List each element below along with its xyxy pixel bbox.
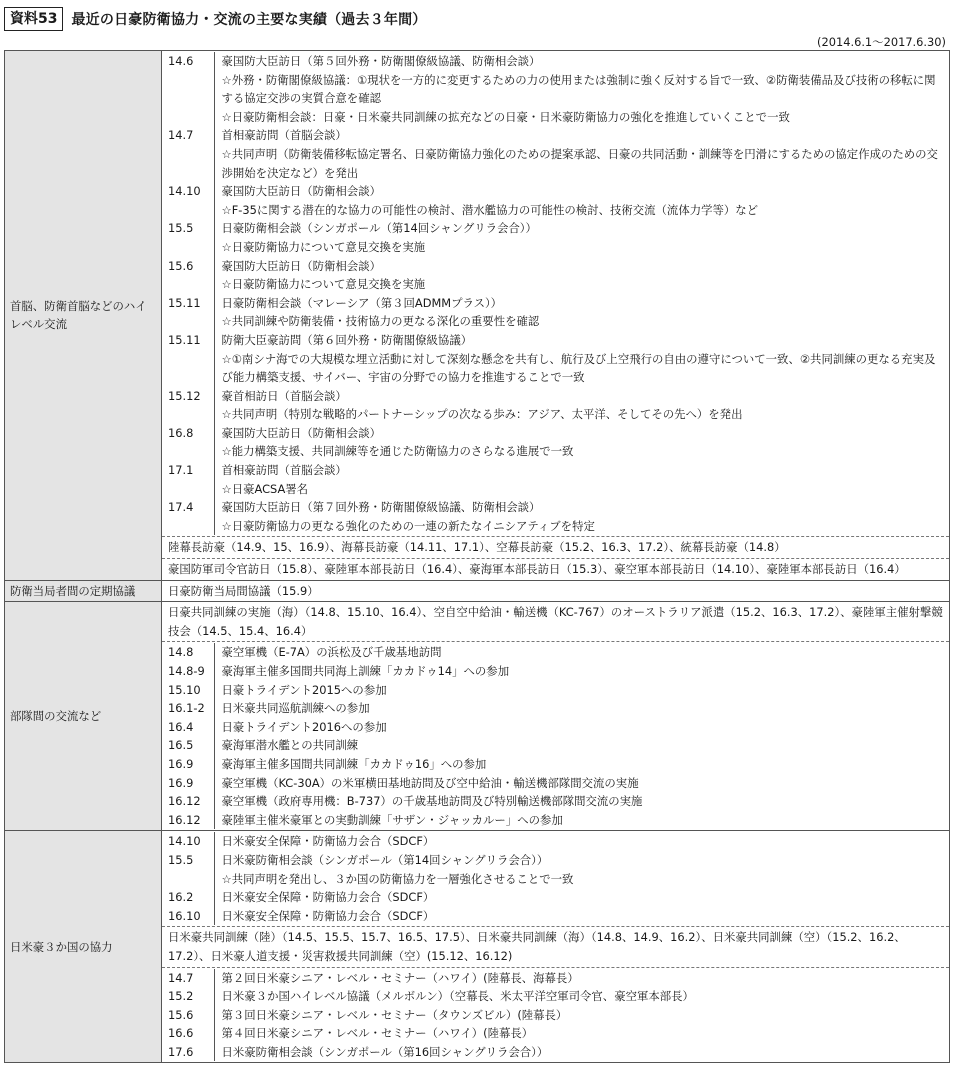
entry-text: ☆日豪ACSA署名	[221, 481, 309, 496]
entry-row	[162, 1043, 949, 1062]
entry-text: 首相豪訪問（首脳会談）	[221, 128, 347, 143]
entry-text: 日米豪安全保障・防衛協力会合（SDCF）	[221, 890, 435, 905]
section-content	[162, 831, 950, 1063]
entry-row	[162, 774, 949, 793]
entry-date: 16.2	[162, 888, 214, 907]
entry-date	[162, 480, 214, 499]
entry-date	[162, 517, 214, 536]
dated-entry-list	[162, 51, 949, 536]
entry-row	[162, 498, 949, 517]
entry-row	[162, 350, 949, 387]
entry-date: 16.5	[162, 736, 214, 755]
section-row	[5, 51, 950, 581]
entry-row	[162, 699, 949, 718]
entry-date	[162, 145, 214, 182]
section-content	[162, 602, 950, 831]
entry-row	[162, 219, 949, 238]
entry-date	[162, 350, 214, 387]
entry-row	[162, 987, 949, 1006]
entry-date: 14.7	[162, 969, 214, 988]
entry-text: ☆日豪防衛協力について意見交換を実施	[221, 277, 426, 292]
entry-text: 首相豪訪問（首脳会談）	[221, 463, 347, 478]
entry-row	[162, 870, 949, 889]
entry-row	[162, 907, 949, 926]
entry-text: 豪空軍機（KC-30A）の米軍横田基地訪問及び空中給油・輸送機部隊間交流の実施	[221, 775, 639, 790]
entry-date: 17.4	[162, 498, 214, 517]
paragraph-text: 陸幕長訪豪（14.9、15、16.9）、海幕長訪豪（14.11、17.1）、空幕長訪豪（15.2、16.3、17.2）、統幕長訪豪（14.8）	[168, 540, 786, 555]
entry-date: 15.6	[162, 257, 214, 276]
entry-row	[162, 480, 949, 499]
cooperation-table	[4, 50, 950, 1063]
entry-text: 日米豪共同巡航訓練への参加	[221, 701, 370, 716]
entry-text: 第４回日米豪シニア・レベル・セミナー（ハワイ）(陸幕長）	[221, 1026, 534, 1041]
entry-row	[162, 1024, 949, 1043]
entry-date: 15.11	[162, 294, 214, 313]
entry-text: 豪海軍主催多国間共同訓練「カカドゥ16」への参加	[221, 756, 487, 771]
entry-date: 16.9	[162, 755, 214, 774]
section-content	[162, 51, 950, 581]
entry-row	[162, 387, 949, 406]
entry-row	[162, 182, 949, 201]
dated-entry-list	[162, 831, 949, 926]
entry-date: 16.9	[162, 774, 214, 793]
entry-text: 豪海軍潜水艦との共同訓練	[221, 738, 359, 753]
entry-date: 14.7	[162, 126, 214, 145]
entry-text: ☆共同訓練や防衛装備・技術協力の更なる深化の重要性を確認	[221, 314, 540, 329]
document-number-tag: 資料53	[4, 7, 63, 31]
entry-date	[162, 405, 214, 424]
entry-date: 16.12	[162, 811, 214, 830]
section-category: 部隊間の交流など	[5, 602, 162, 831]
paragraph-text: 豪国防軍司令官訪日（15.8）、豪陸軍本部長訪日（16.4）、豪海軍本部長訪日（15.3）、豪空軍本部長訪日（14.10）、豪陸軍本部長訪日（16.4）	[168, 562, 906, 577]
entry-text: 第３回日米豪シニア・レベル・セミナー（タウンズビル）(陸幕長）	[221, 1007, 568, 1022]
summary-paragraph	[162, 581, 949, 602]
paragraph-text: 日豪防衛当局間協議（15.9）	[168, 583, 319, 598]
entry-date: 16.8	[162, 424, 214, 443]
entry-date	[162, 201, 214, 220]
entry-date: 14.8	[162, 643, 214, 662]
entry-text: 日米豪３か国ハイレベル協議（メルボルン）（空幕長、米太平洋空軍司令官、豪空軍本部長）	[221, 989, 694, 1004]
entry-text: ☆①南シナ海での大規模な埋立活動に対して深刻な懸念を共有し、航行及び上空飛行の自由の遵守について一致、②共同訓練の更なる充実及び能力構築支援、サイバー、宇宙の分野での協力を推進することで一致	[221, 351, 936, 385]
entry-date	[162, 108, 214, 127]
entry-date	[162, 442, 214, 461]
entry-text: 豪国防大臣訪日（防衛相会談）	[221, 184, 381, 199]
entry-text: 日米豪安全保障・防衛協力会合（SDCF）	[221, 834, 435, 849]
entry-text: 豪空軍機（E-7A）の浜松及び千歳基地訪問	[221, 645, 442, 660]
entry-text: 日豪防衛相会談（シンガポール（第14回シャングリラ会合））	[221, 221, 537, 236]
entry-row	[162, 52, 949, 71]
entry-row	[162, 294, 949, 313]
entry-row	[162, 145, 949, 182]
entry-date: 16.1-2	[162, 699, 214, 718]
entry-text: 第２回日米豪シニア・レベル・セミナー（ハワイ）(陸幕長、海幕長）	[221, 970, 579, 985]
entry-date: 16.12	[162, 792, 214, 811]
entry-date: 15.6	[162, 1006, 214, 1025]
section-row	[5, 831, 950, 1063]
entry-text: ☆共同声明（特別な戦略的パートナーシップの次なる歩み：アジア、太平洋、そしてその先へ）を発出	[221, 407, 743, 422]
entry-date	[162, 71, 214, 108]
entry-date	[162, 275, 214, 294]
entry-date: 16.4	[162, 718, 214, 737]
entry-date: 15.12	[162, 387, 214, 406]
entry-date	[162, 312, 214, 331]
entry-date: 16.6	[162, 1024, 214, 1043]
entry-date: 14.10	[162, 182, 214, 201]
document-header	[4, 6, 426, 32]
entry-row	[162, 736, 949, 755]
entry-row	[162, 888, 949, 907]
entry-text: 豪海軍主催多国間共同海上訓練「カカドゥ14」への参加	[221, 664, 510, 678]
entry-row	[162, 517, 949, 536]
entry-date: 17.1	[162, 461, 214, 480]
entry-text: 豪国防大臣訪日（第７回外務・防衛閣僚級協議、防衛相会談）	[221, 500, 541, 515]
entry-text: 日豪トライデント2016への参加	[221, 719, 387, 734]
entry-row	[162, 238, 949, 257]
entry-text: ☆日豪防衛協力の更なる強化のための一連の新たなイニシアティブを特定	[221, 518, 595, 533]
summary-paragraph	[162, 536, 949, 558]
entry-text: ☆共同声明を発出し、３か国の防衛協力を一層強化させることで一致	[221, 871, 574, 886]
section-content	[162, 580, 950, 602]
entry-text: 日豪トライデント2015への参加	[221, 682, 387, 697]
entry-row	[162, 681, 949, 700]
entry-text: 豪国防大臣訪日（防衛相会談）	[221, 258, 381, 273]
entry-date: 15.5	[162, 219, 214, 238]
section-row	[5, 580, 950, 602]
section-category: 日米豪３か国の協力	[5, 831, 162, 1063]
entry-row	[162, 275, 949, 294]
entry-row	[162, 201, 949, 220]
entry-text: 防衛大臣豪訪問（第６回外務・防衛閣僚級協議）	[221, 332, 473, 347]
entry-date: 14.8-9	[162, 662, 214, 681]
entry-text: 豪首相訪日（首脳会談）	[221, 388, 347, 403]
entry-date: 15.10	[162, 681, 214, 700]
entry-text: 日米豪安全保障・防衛協力会合（SDCF）	[221, 908, 435, 923]
entry-row	[162, 312, 949, 331]
dated-entry-list	[162, 641, 949, 830]
entry-row	[162, 1006, 949, 1025]
entry-text: 豪国防大臣訪日（第５回外務・防衛閣僚級協議、防衛相会談）	[221, 54, 541, 68]
entry-row	[162, 755, 949, 774]
entry-row	[162, 643, 949, 662]
entry-row	[162, 662, 949, 681]
entry-text: ☆外務・防衛閣僚級協議：①現状を一方的に変更するための力の使用または強制に強く反対する旨で一致、②防衛装備品及び技術の移転に関する協定交渉の実質合意を確認	[221, 72, 936, 106]
entry-row	[162, 405, 949, 424]
entry-text: ☆日豪防衛相会談：日豪・日米豪共同訓練の拡充などの日豪・日米豪防衛協力の強化を推進していくことで一致	[221, 109, 790, 124]
entry-date: 15.2	[162, 987, 214, 1006]
entry-date	[162, 870, 214, 889]
entry-text: 日豪防衛相会談（マレーシア（第３回ADMMプラス））	[221, 295, 503, 310]
entry-row	[162, 969, 949, 988]
entry-row	[162, 331, 949, 350]
entry-row	[162, 461, 949, 480]
entry-row	[162, 257, 949, 276]
entry-row	[162, 792, 949, 811]
entry-text: 日米豪防衛相会談（シンガポール（第16回シャングリラ会合））	[221, 1044, 549, 1059]
entry-row	[162, 126, 949, 145]
entry-date: 15.5	[162, 851, 214, 870]
entry-text: ☆共同声明（防衛装備移転協定署名、日豪防衛協力強化のための提案承認、日豪の共同活動・訓練等を円滑にするための協定作成のための交渉開始を決定など）を発出	[221, 146, 938, 180]
summary-paragraph	[162, 926, 949, 966]
entry-date: 14.10	[162, 832, 214, 851]
entry-text: 豪陸軍主催米豪軍との実動訓練「サザン・ジャッカルー」への参加	[221, 812, 563, 827]
entry-row	[162, 108, 949, 127]
entry-text: 日米豪防衛相会談（シンガポール（第14回シャングリラ会合））	[221, 852, 549, 867]
summary-paragraph	[162, 602, 949, 641]
entry-row	[162, 71, 949, 108]
entry-text: 豪空軍機（政府専用機：B-737）の千歳基地訪問及び特別輸送機部隊間交流の実施	[221, 794, 643, 809]
section-category: 首脳、防衛首脳などのハイレベル交流	[5, 51, 162, 581]
section-row	[5, 602, 950, 831]
entry-date: 15.11	[162, 331, 214, 350]
entry-text: ☆能力構築支援、共同訓練等を通じた防衛協力のさらなる進展で一致	[221, 444, 574, 459]
document-title: 最近の日豪防衛協力・交流の主要な実績（過去３年間）	[71, 12, 427, 28]
entry-date: 17.6	[162, 1043, 214, 1062]
entry-date: 14.6	[162, 52, 214, 71]
summary-paragraph	[162, 558, 949, 580]
entry-text: ☆F-35に関する潜在的な協力の可能性の検討、潜水艦協力の可能性の検討、技術交流（流体力学等）など	[221, 202, 759, 217]
period-label: (2014.6.1～2017.6.30)	[817, 35, 946, 49]
entry-text: 豪国防大臣訪日（防衛相会談）	[221, 425, 381, 440]
entry-date: 16.10	[162, 907, 214, 926]
entry-row	[162, 811, 949, 830]
paragraph-text: 日米豪共同訓練（陸）（14.5、15.5、15.7、16.5、17.5）、日米豪共同訓練（海）（14.8、14.9、16.2）、日米豪共同訓練（空）（15.2、16.2、17.2）、日米豪人道支援・災害救援共同訓練（空）(15.12、16.12)	[168, 930, 906, 963]
paragraph-text: 日豪共同訓練の実施（海）（14.8、15.10、16.4）、空自空中給油・輸送機（KC-767）のオーストラリア派遣（15.2、16.3、17.2）、豪陸軍主催射撃競技会（14.5、15.4、16.4）	[168, 605, 943, 638]
entry-row	[162, 424, 949, 443]
dated-entry-list	[162, 967, 949, 1063]
section-category: 防衛当局者間の定期協議	[5, 580, 162, 602]
entry-date	[162, 238, 214, 257]
entry-row	[162, 851, 949, 870]
entry-text: ☆日豪防衛協力について意見交換を実施	[221, 239, 426, 254]
entry-row	[162, 718, 949, 737]
entry-row	[162, 442, 949, 461]
entry-row	[162, 832, 949, 851]
